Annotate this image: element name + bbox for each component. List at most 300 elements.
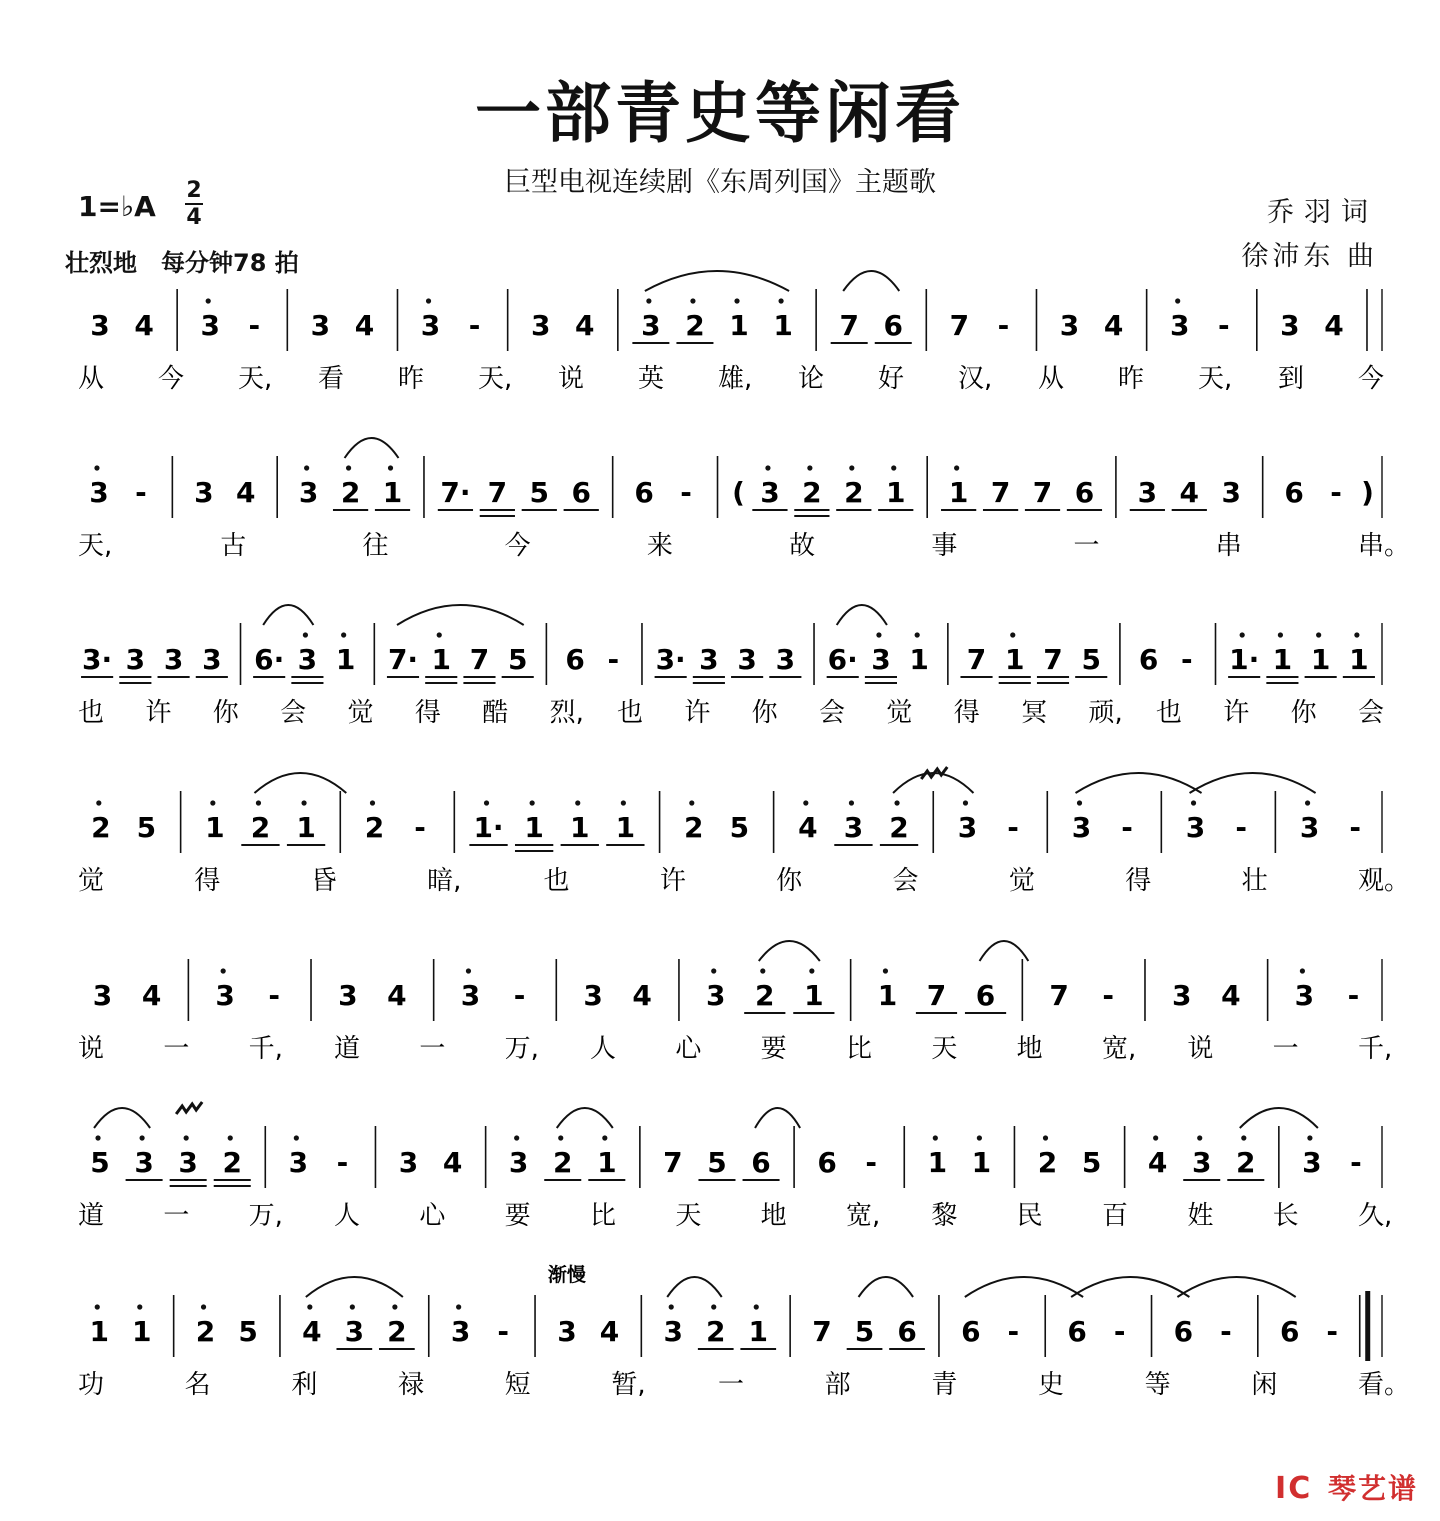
octave-dot bbox=[669, 1304, 674, 1309]
note: 3 bbox=[344, 1315, 365, 1348]
lyric-syllable: 汉, bbox=[958, 364, 993, 394]
note: 7 bbox=[990, 476, 1011, 509]
note: 5 bbox=[1081, 1146, 1102, 1179]
note: 3 bbox=[297, 643, 318, 676]
note: 1 bbox=[382, 476, 403, 509]
note: 2 bbox=[553, 1146, 573, 1179]
octave-dot bbox=[304, 465, 309, 470]
note: 4 bbox=[354, 309, 375, 342]
slur-tie bbox=[1190, 773, 1316, 793]
note: 3 bbox=[1172, 979, 1192, 1012]
note: 4 bbox=[302, 1315, 322, 1348]
note: 7· bbox=[440, 476, 471, 509]
note: 1 bbox=[729, 309, 749, 342]
octave-dot bbox=[1240, 632, 1245, 637]
lyric-syllable: 得 bbox=[414, 698, 441, 728]
lyric-syllable: 宽, bbox=[1102, 1034, 1137, 1064]
lyric-syllable: 觉 bbox=[1008, 866, 1035, 896]
lyric-syllable: 你 bbox=[751, 698, 778, 728]
octave-dot bbox=[963, 800, 968, 805]
note: 1 bbox=[132, 1315, 152, 1348]
note: 3 bbox=[338, 979, 358, 1012]
lyric-syllable: 冥 bbox=[1021, 698, 1048, 728]
octave-dot bbox=[437, 632, 442, 637]
note: 4 bbox=[1221, 979, 1241, 1012]
octave-dot bbox=[388, 465, 393, 470]
note: - bbox=[865, 1146, 878, 1179]
lyric-syllable: 千, bbox=[1358, 1034, 1393, 1064]
note: 1 bbox=[971, 1146, 992, 1179]
parenthesis: ) bbox=[1361, 476, 1374, 509]
octave-dot bbox=[1278, 632, 1283, 637]
lyric-syllable: 一 bbox=[163, 1201, 190, 1231]
note: 2 bbox=[91, 811, 111, 844]
note: 5 bbox=[854, 1315, 875, 1348]
slur-tie bbox=[755, 1108, 800, 1128]
note: 4 bbox=[1324, 309, 1344, 342]
octave-dot bbox=[894, 800, 899, 805]
time-signature-bottom: 4 bbox=[186, 205, 202, 230]
note: 7 bbox=[1032, 476, 1053, 509]
octave-dot bbox=[760, 968, 765, 973]
note: 3 bbox=[200, 309, 220, 342]
note: 6 bbox=[817, 1146, 837, 1179]
note: - bbox=[997, 309, 1010, 342]
note: 3 bbox=[583, 979, 603, 1012]
octave-dot bbox=[256, 800, 261, 805]
note: 1 bbox=[524, 811, 544, 844]
note: - bbox=[268, 979, 281, 1012]
octave-dot bbox=[341, 632, 346, 637]
lyric-syllable: 说 bbox=[1187, 1034, 1214, 1064]
octave-dot bbox=[883, 968, 888, 973]
note: 4 bbox=[235, 476, 256, 509]
note: 7 bbox=[926, 979, 947, 1012]
note: 5 bbox=[1081, 643, 1101, 676]
lyric-syllable: 利 bbox=[291, 1370, 318, 1400]
lyric-syllable: 民 bbox=[1016, 1201, 1043, 1231]
note: 5 bbox=[90, 1146, 110, 1179]
note: 7· bbox=[387, 643, 419, 676]
lyric-syllable: 比 bbox=[590, 1201, 617, 1231]
lyric-syllable: 地 bbox=[1016, 1034, 1043, 1064]
octave-dot bbox=[809, 968, 814, 973]
note: 4 bbox=[798, 811, 818, 844]
slur-tie bbox=[1240, 1108, 1318, 1128]
note: 3 bbox=[163, 643, 184, 676]
note: 6 bbox=[961, 1315, 981, 1348]
lyric-syllable: 从 bbox=[78, 364, 105, 394]
note: 2 bbox=[889, 811, 909, 844]
note: 1 bbox=[909, 643, 929, 676]
note: 3 bbox=[1169, 309, 1190, 342]
lyric-syllable: 暗, bbox=[427, 866, 462, 896]
note: 2 bbox=[250, 811, 271, 844]
octave-dot bbox=[1354, 632, 1359, 637]
note: 4 bbox=[134, 309, 154, 342]
note: 6 bbox=[975, 979, 996, 1012]
octave-dot bbox=[1241, 1135, 1246, 1140]
octave-dot bbox=[95, 1304, 100, 1309]
lyric-syllable: 论 bbox=[798, 364, 825, 394]
note: 3 bbox=[1137, 476, 1158, 509]
lyric-syllable: 你 bbox=[212, 698, 239, 728]
note: 7 bbox=[469, 643, 490, 676]
lyric-syllable: 到 bbox=[1278, 364, 1305, 394]
lyric-syllable: 壮 bbox=[1241, 866, 1268, 896]
octave-dot bbox=[1191, 800, 1196, 805]
lyric-syllable: 长 bbox=[1272, 1201, 1299, 1231]
note: 7 bbox=[487, 476, 508, 509]
note: - bbox=[336, 1146, 349, 1179]
octave-dot bbox=[807, 465, 812, 470]
lyric-syllable: 说 bbox=[78, 1034, 105, 1064]
note: 3 bbox=[1059, 309, 1080, 342]
octave-dot bbox=[602, 1135, 607, 1140]
lyric-syllable: 名 bbox=[184, 1370, 211, 1400]
note: 1 bbox=[615, 811, 636, 844]
lyric-syllable: 人 bbox=[590, 1034, 617, 1064]
octave-dot bbox=[426, 298, 431, 303]
tempo-marking: 壮烈地 每分钟78 拍 bbox=[65, 249, 299, 277]
lyric-syllable: 许 bbox=[659, 866, 686, 896]
note: 2 bbox=[340, 476, 361, 509]
note: 1 bbox=[431, 643, 451, 676]
lyric-syllable: 部 bbox=[824, 1370, 851, 1400]
lyric-syllable: 人 bbox=[334, 1201, 361, 1231]
lyric-syllable: 来 bbox=[646, 531, 673, 561]
note: 7 bbox=[966, 643, 987, 676]
note: - bbox=[1330, 476, 1342, 509]
note: 1 bbox=[1349, 643, 1369, 676]
lyric-syllable: 道 bbox=[78, 1201, 105, 1231]
lyric-syllable: 一 bbox=[1272, 1034, 1299, 1064]
note: 6 bbox=[883, 309, 903, 342]
lyric-syllable: 今 bbox=[1358, 364, 1385, 394]
note: - bbox=[135, 476, 147, 509]
lyric-syllable: 英 bbox=[638, 364, 665, 394]
lyric-syllable: 史 bbox=[1038, 1370, 1065, 1400]
lyric-syllable: 好 bbox=[878, 364, 905, 394]
note: - bbox=[1121, 811, 1133, 844]
parenthesis: ( bbox=[732, 476, 745, 509]
composer-credit: 徐沛东 曲 bbox=[1241, 241, 1378, 272]
note: 6 bbox=[1284, 476, 1304, 509]
octave-dot bbox=[466, 968, 471, 973]
note: 2 bbox=[364, 811, 385, 844]
octave-dot bbox=[140, 1135, 145, 1140]
octave-dot bbox=[137, 1304, 142, 1309]
slur-tie bbox=[1071, 1277, 1189, 1297]
octave-dot bbox=[484, 800, 489, 805]
note: - bbox=[414, 811, 426, 844]
octave-dot bbox=[621, 800, 626, 805]
lyric-syllable: 串。 bbox=[1358, 531, 1411, 561]
note: - bbox=[1235, 811, 1247, 844]
slur-tie bbox=[837, 605, 887, 625]
mordent-ornament bbox=[176, 1102, 202, 1114]
note: 2 bbox=[705, 1315, 726, 1348]
note: 4 bbox=[575, 309, 595, 342]
lyric-syllable: 禄 bbox=[398, 1370, 425, 1400]
octave-dot bbox=[1300, 968, 1305, 973]
song-title: 一部青史等闲看 bbox=[475, 74, 965, 152]
octave-dot bbox=[558, 1135, 563, 1140]
octave-dot bbox=[210, 800, 215, 805]
octave-dot bbox=[1077, 800, 1082, 805]
lyric-syllable: 也 bbox=[543, 866, 570, 896]
lyric-syllable: 昨 bbox=[1118, 364, 1145, 394]
note: 3 bbox=[450, 1315, 471, 1348]
octave-dot bbox=[307, 1304, 312, 1309]
lyric-syllable: 天, bbox=[238, 364, 273, 394]
note: 1 bbox=[335, 643, 356, 676]
note: 3 bbox=[957, 811, 978, 844]
lyric-syllable: 今 bbox=[504, 531, 531, 561]
lyric-syllable: 许 bbox=[684, 698, 711, 728]
note: 2 bbox=[195, 1315, 216, 1348]
note: 3 bbox=[663, 1315, 683, 1348]
note: 2 bbox=[387, 1315, 407, 1348]
lyricist-credit: 乔羽词 bbox=[1267, 197, 1378, 228]
note: 2 bbox=[685, 309, 705, 342]
note: 3 bbox=[89, 476, 109, 509]
note: 5 bbox=[729, 811, 750, 844]
note: - bbox=[1349, 811, 1362, 844]
note: 1 bbox=[597, 1146, 617, 1179]
note: 3 bbox=[420, 309, 441, 342]
octave-dot bbox=[1043, 1135, 1048, 1140]
note: 3 bbox=[310, 309, 331, 342]
lyric-syllable: 故 bbox=[789, 531, 816, 561]
slur-tie bbox=[759, 941, 820, 961]
note: 2 bbox=[844, 476, 864, 509]
octave-dot bbox=[933, 1135, 938, 1140]
lyric-syllable: 久, bbox=[1358, 1201, 1393, 1231]
note: 1 bbox=[804, 979, 824, 1012]
lyric-syllable: 天 bbox=[675, 1201, 702, 1231]
note: - bbox=[1217, 309, 1230, 342]
note: 1 bbox=[1310, 643, 1331, 676]
octave-dot bbox=[94, 465, 99, 470]
note: 1· bbox=[1229, 643, 1260, 676]
lyric-syllable: 道 bbox=[334, 1034, 361, 1064]
note: 6 bbox=[897, 1315, 917, 1348]
lyric-syllable: 心 bbox=[675, 1034, 702, 1064]
lyric-syllable: 功 bbox=[78, 1370, 105, 1400]
octave-dot bbox=[876, 632, 881, 637]
octave-dot bbox=[754, 1304, 759, 1309]
lyric-syllable: 看 bbox=[318, 364, 345, 394]
lyric-syllable: 许 bbox=[145, 698, 172, 728]
lyric-syllable: 要 bbox=[504, 1201, 531, 1231]
note: 6 bbox=[1067, 1315, 1087, 1348]
note: - bbox=[607, 643, 620, 676]
slur-tie bbox=[1177, 1277, 1295, 1297]
note: 3 bbox=[1302, 1146, 1322, 1179]
octave-dot bbox=[301, 800, 306, 805]
octave-dot bbox=[891, 465, 896, 470]
note: 3 bbox=[1294, 979, 1315, 1012]
octave-dot bbox=[201, 1304, 206, 1309]
note: 3· bbox=[655, 643, 686, 676]
octave-dot bbox=[370, 800, 375, 805]
note: 4 bbox=[1179, 476, 1200, 509]
lyric-syllable: 觉 bbox=[347, 698, 374, 728]
lyric-syllable: 宽, bbox=[846, 1201, 881, 1231]
note: 7 bbox=[1043, 643, 1063, 676]
note: 7 bbox=[663, 1146, 683, 1179]
note: 1 bbox=[205, 811, 225, 844]
octave-dot bbox=[575, 800, 580, 805]
note: 4 bbox=[442, 1146, 463, 1179]
note: 3 bbox=[775, 643, 796, 676]
note: 2 bbox=[684, 811, 704, 844]
lyric-syllable: 比 bbox=[846, 1034, 873, 1064]
lyric-syllable: 烈, bbox=[549, 698, 584, 728]
octave-dot bbox=[849, 465, 854, 470]
note: 1 bbox=[1005, 643, 1025, 676]
note: 3 bbox=[508, 1146, 529, 1179]
lyric-syllable: 地 bbox=[760, 1201, 787, 1231]
note: - bbox=[1326, 1315, 1339, 1348]
lyric-syllable: 会 bbox=[819, 698, 846, 728]
ritardando-marking: 渐慢 bbox=[547, 1264, 586, 1286]
lyric-syllable: 万, bbox=[504, 1034, 539, 1064]
lyric-syllable: 姓 bbox=[1187, 1201, 1214, 1231]
lyric-syllable: 串 bbox=[1215, 531, 1242, 561]
note: 1 bbox=[748, 1315, 768, 1348]
slur-tie bbox=[965, 1277, 1083, 1297]
note: 6 bbox=[634, 476, 654, 509]
note: 6 bbox=[1138, 643, 1159, 676]
lyric-syllable: 短 bbox=[504, 1370, 531, 1400]
note: 5 bbox=[707, 1146, 727, 1179]
note: 7 bbox=[812, 1315, 832, 1348]
octave-dot bbox=[1010, 632, 1015, 637]
lyric-syllable: 你 bbox=[776, 866, 803, 896]
lyric-syllable: 天, bbox=[1198, 364, 1233, 394]
note: 5 bbox=[529, 476, 550, 509]
lyric-syllable: 酷 bbox=[482, 698, 509, 728]
note: - bbox=[513, 979, 526, 1012]
octave-dot bbox=[1307, 1135, 1312, 1140]
octave-dot bbox=[778, 298, 783, 303]
octave-dot bbox=[765, 465, 770, 470]
lyric-syllable: 观。 bbox=[1358, 866, 1411, 896]
note: 1 bbox=[773, 309, 793, 342]
slur-tie bbox=[94, 1108, 150, 1128]
note: - bbox=[1102, 979, 1115, 1012]
lyric-syllable: 要 bbox=[760, 1034, 787, 1064]
note: 4 bbox=[141, 979, 162, 1012]
lyric-syllable: 一 bbox=[163, 1034, 190, 1064]
lyric-syllable: 也 bbox=[616, 698, 643, 728]
lyric-syllable: 也 bbox=[78, 698, 105, 728]
note: 7 bbox=[949, 309, 970, 342]
time-signature-top: 2 bbox=[186, 178, 202, 203]
lyric-syllable: 事 bbox=[931, 531, 958, 561]
lyric-syllable: 黎 bbox=[931, 1201, 958, 1231]
lyric-syllable: 得 bbox=[953, 698, 980, 728]
slur-tie bbox=[667, 1277, 722, 1297]
note: 3 bbox=[737, 643, 757, 676]
watermark-text: 琴艺谱 bbox=[1327, 1472, 1418, 1505]
lyric-syllable: 得 bbox=[1125, 866, 1152, 896]
mordent-ornament bbox=[921, 767, 947, 779]
note: 3 bbox=[1185, 811, 1206, 844]
octave-dot bbox=[206, 298, 211, 303]
octave-dot bbox=[646, 298, 651, 303]
key-signature: 1=♭A bbox=[78, 190, 156, 223]
lyric-syllable: 万, bbox=[248, 1201, 283, 1231]
note: 1· bbox=[473, 811, 504, 844]
octave-dot bbox=[303, 632, 308, 637]
note: 1 bbox=[1272, 643, 1293, 676]
note: 5 bbox=[238, 1315, 258, 1348]
note: 3 bbox=[92, 979, 113, 1012]
octave-dot bbox=[1305, 800, 1310, 805]
slur-tie bbox=[557, 1108, 613, 1128]
note: 3 bbox=[871, 643, 891, 676]
octave-dot bbox=[346, 465, 351, 470]
note: 6 bbox=[751, 1146, 771, 1179]
note: 3 bbox=[641, 309, 661, 342]
note: 4 bbox=[387, 979, 407, 1012]
song-subtitle: 巨型电视连续剧《东周列国》主题歌 bbox=[504, 167, 936, 198]
note: 2 bbox=[1236, 1146, 1256, 1179]
note: 3 bbox=[843, 811, 864, 844]
octave-dot bbox=[1316, 632, 1321, 637]
note: 5 bbox=[136, 811, 157, 844]
note: 3 bbox=[288, 1146, 309, 1179]
note: - bbox=[248, 309, 261, 342]
octave-dot bbox=[514, 1135, 519, 1140]
note: 1 bbox=[570, 811, 590, 844]
note: 3 bbox=[705, 979, 726, 1012]
lyric-syllable: 闲 bbox=[1251, 1370, 1278, 1400]
lyric-syllable: 一 bbox=[1073, 531, 1100, 561]
note: 2 bbox=[1037, 1146, 1058, 1179]
lyric-syllable: 一 bbox=[718, 1370, 745, 1400]
note: - bbox=[1347, 979, 1360, 1012]
lyric-syllable: 等 bbox=[1144, 1370, 1171, 1400]
lyric-syllable: 许 bbox=[1223, 698, 1250, 728]
slur-tie bbox=[843, 271, 899, 291]
note: 3 bbox=[90, 309, 110, 342]
slur-tie bbox=[306, 1277, 403, 1297]
octave-dot bbox=[392, 1304, 397, 1309]
slur-tie bbox=[1076, 773, 1202, 793]
note: 1 bbox=[885, 476, 906, 509]
octave-dot bbox=[1175, 298, 1180, 303]
note: 4 bbox=[1103, 309, 1124, 342]
note: 3 bbox=[178, 1146, 198, 1179]
octave-dot bbox=[350, 1304, 355, 1309]
lyric-syllable: 雄, bbox=[718, 364, 753, 394]
note: 3 bbox=[1071, 811, 1092, 844]
lyric-syllable: 一 bbox=[419, 1034, 446, 1064]
note: 7 bbox=[1049, 979, 1069, 1012]
octave-dot bbox=[734, 298, 739, 303]
note: 3 bbox=[1221, 476, 1241, 509]
note: 3 bbox=[1280, 309, 1300, 342]
lyric-syllable: 往 bbox=[362, 531, 389, 561]
octave-dot bbox=[530, 800, 535, 805]
note: 6 bbox=[1074, 476, 1095, 509]
note: 1 bbox=[927, 1146, 948, 1179]
lyric-syllable: 说 bbox=[558, 364, 585, 394]
